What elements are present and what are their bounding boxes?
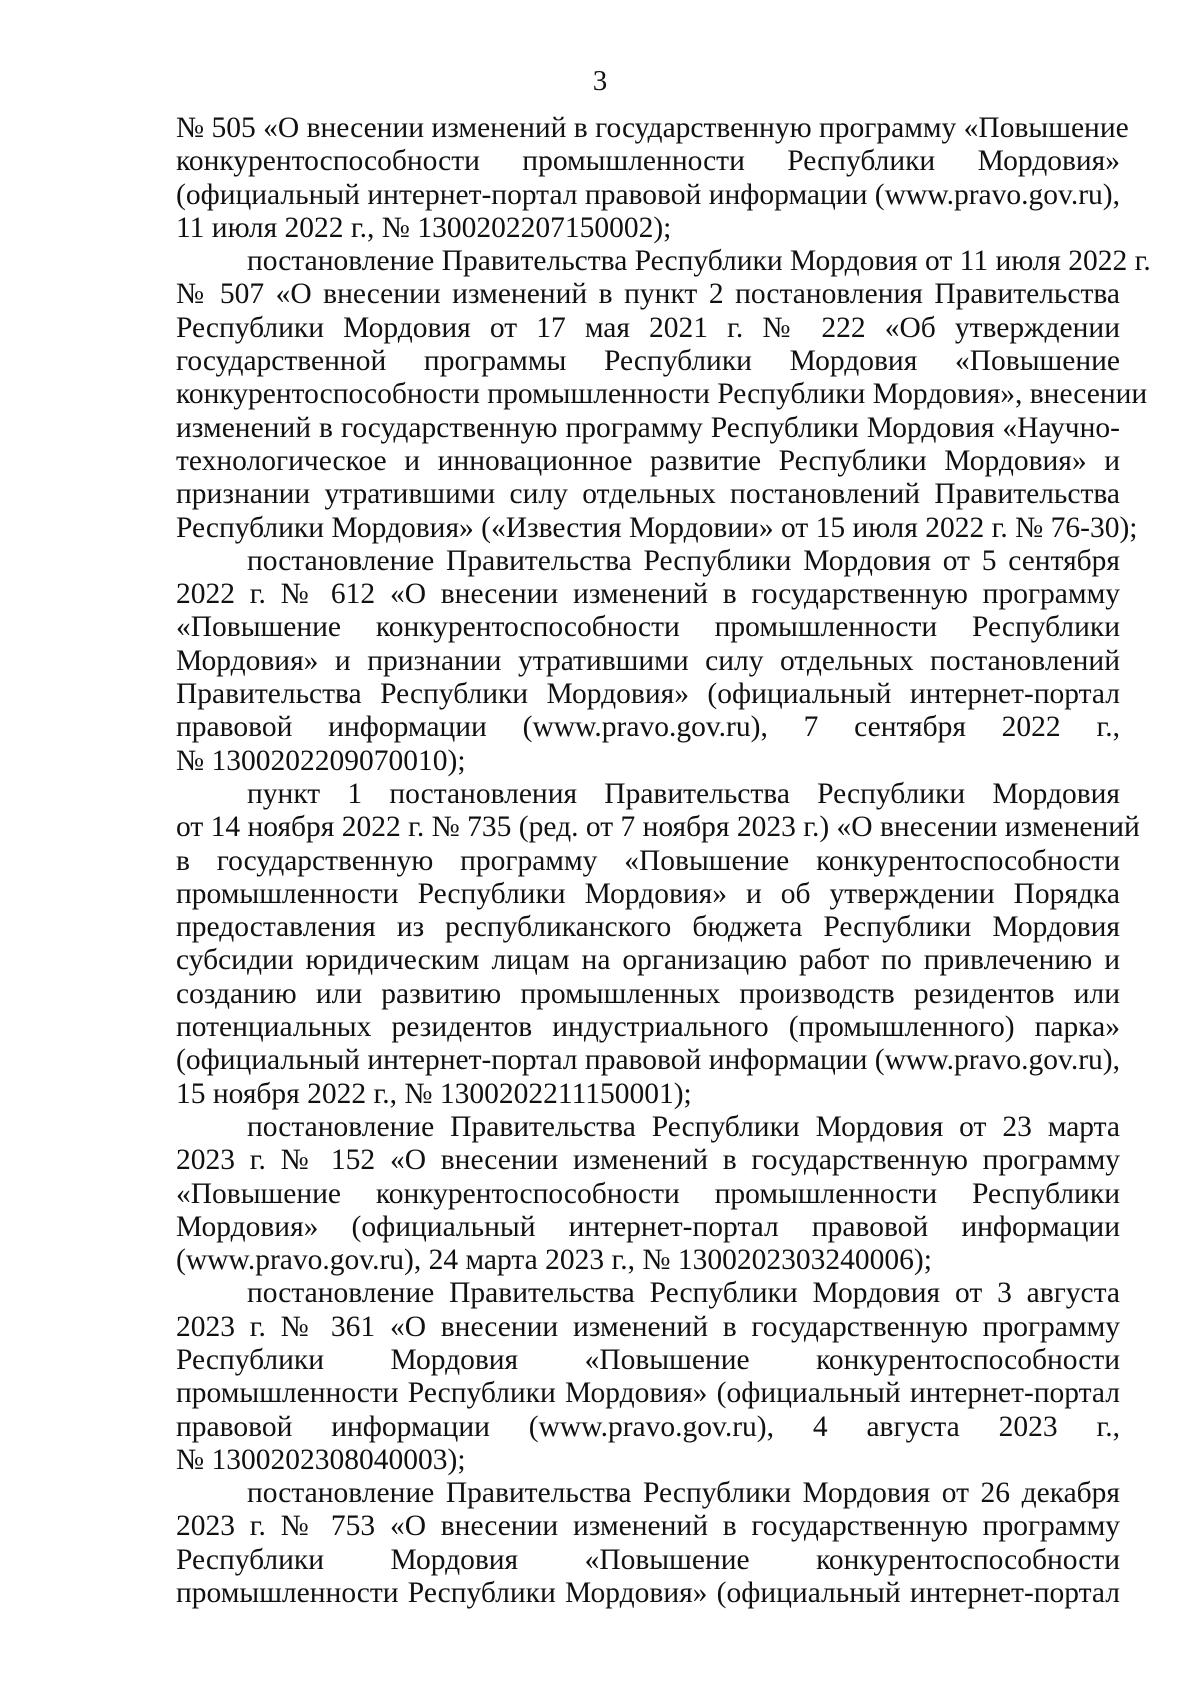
text-line: промышленности Республики Мордовия» и об утверждении Порядка <box>176 877 1120 910</box>
text-line: (www.pravo.gov.ru), 24 марта 2023 г., № 1300202303240006); <box>176 1244 932 1277</box>
text-line: Республики Мордовия «Повышение конкурентоспособности <box>176 1543 1120 1576</box>
text-line: 2023 г. № 361 «О внесении изменений в государственную программу <box>176 1310 1120 1343</box>
text-line: 15 ноября 2022 г., № 1300202211150001); <box>176 1077 692 1110</box>
text-line: Мордовия» и признании утратившими силу отдельных постановлений <box>176 644 1120 677</box>
text-line: «Повышение конкурентоспособности промышленности Республики <box>176 1177 1120 1210</box>
text-line: постановление Правительства Республики Мордовия от 5 сентября <box>247 544 1120 577</box>
text-line: (официальный интернет-портал правовой информации (www.pravo.gov.ru), <box>176 1044 1120 1077</box>
text-line: Республики Мордовия от 17 мая 2021 г. № 222 «Об утверждении <box>176 311 1120 344</box>
text-line: 11 июля 2022 г., № 1300202207150002); <box>176 211 672 244</box>
text-line: промышленности Республики Мордовия» (официальный интернет-портал <box>176 1377 1120 1410</box>
text-line: 2023 г. № 152 «О внесении изменений в государственную программу <box>176 1144 1120 1177</box>
text-line: № 507 «О внесении изменений в пункт 2 постановления Правительства <box>176 278 1120 311</box>
text-line: № 1300202209070010); <box>176 744 466 777</box>
document-body <box>176 112 1151 1610</box>
text-line: созданию или развитию промышленных производств резидентов или <box>176 977 1120 1010</box>
text-line: Мордовия» (официальный интернет-портал правовой информации <box>176 1210 1120 1243</box>
text-line: постановление Правительства Республики Мордовия от 26 декабря <box>247 1477 1120 1510</box>
text-line: Правительства Республики Мордовия» (официальный интернет-портал <box>176 678 1120 711</box>
text-line: Республики Мордовия» («Известия Мордовии» от 15 июля 2022 г. № 76-30); <box>176 511 1138 544</box>
text-line: изменений в государственную программу Республики Мордовия «Научно- <box>176 411 1120 444</box>
text-line: «Повышение конкурентоспособности промышленности Республики <box>176 611 1120 644</box>
text-line: постановление Правительства Республики Мордовия от 3 августа <box>247 1277 1120 1310</box>
text-line: 2022 г. № 612 «О внесении изменений в государственную программу <box>176 578 1120 611</box>
text-line: постановление Правительства Республики Мордовия от 23 марта <box>247 1110 1120 1143</box>
text-line: пункт 1 постановления Правительства Республики Мордовия <box>247 777 1120 810</box>
text-line: предоставления из республиканского бюджета Республики Мордовия <box>176 911 1120 944</box>
text-line: субсидии юридическим лицам на организацию работ по привлечению и <box>176 944 1120 977</box>
text-line: № 1300202308040003); <box>176 1443 466 1476</box>
text-line: правовой информации (www.pravo.gov.ru), 4 августа 2023 г., <box>176 1410 1120 1443</box>
text-line: конкурентоспособности промышленности Республики Мордовия», внесении <box>176 378 1148 411</box>
text-line: технологическое и инновационное развитие Республики Мордовия» и <box>176 444 1120 477</box>
text-line: признании утратившими силу отдельных постановлений Правительства <box>176 478 1120 511</box>
text-line: правовой информации (www.pravo.gov.ru), 7 сентября 2022 г., <box>176 711 1120 744</box>
text-line: 2023 г. № 753 «О внесении изменений в государственную программу <box>176 1510 1120 1543</box>
text-line: в государственную программу «Повышение конкурентоспособности <box>176 844 1120 877</box>
text-line: (официальный интернет-портал правовой информации (www.pravo.gov.ru), <box>176 178 1120 211</box>
text-line: потенциальных резидентов индустриального (промышленного) парка» <box>176 1011 1120 1044</box>
text-line: промышленности Республики Мордовия» (официальный интернет-портал <box>176 1577 1120 1610</box>
text-line: конкурентоспособности промышленности Республики Мордовия» <box>176 145 1120 178</box>
text-line: постановление Правительства Республики Мордовия от 11 июля 2022 г. <box>247 245 1151 278</box>
text-line: от 14 ноября 2022 г. № 735 (ред. от 7 ноября 2023 г.) «О внесении изменений <box>176 811 1140 844</box>
text-line: государственной программы Республики Мордовия «Повышение <box>176 345 1120 378</box>
page-number: 3 <box>592 65 608 97</box>
text-line: № 505 «О внесении изменений в государственную программу «Повышение <box>176 112 1129 144</box>
text-line: Республики Мордовия «Повышение конкурентоспособности <box>176 1343 1120 1376</box>
